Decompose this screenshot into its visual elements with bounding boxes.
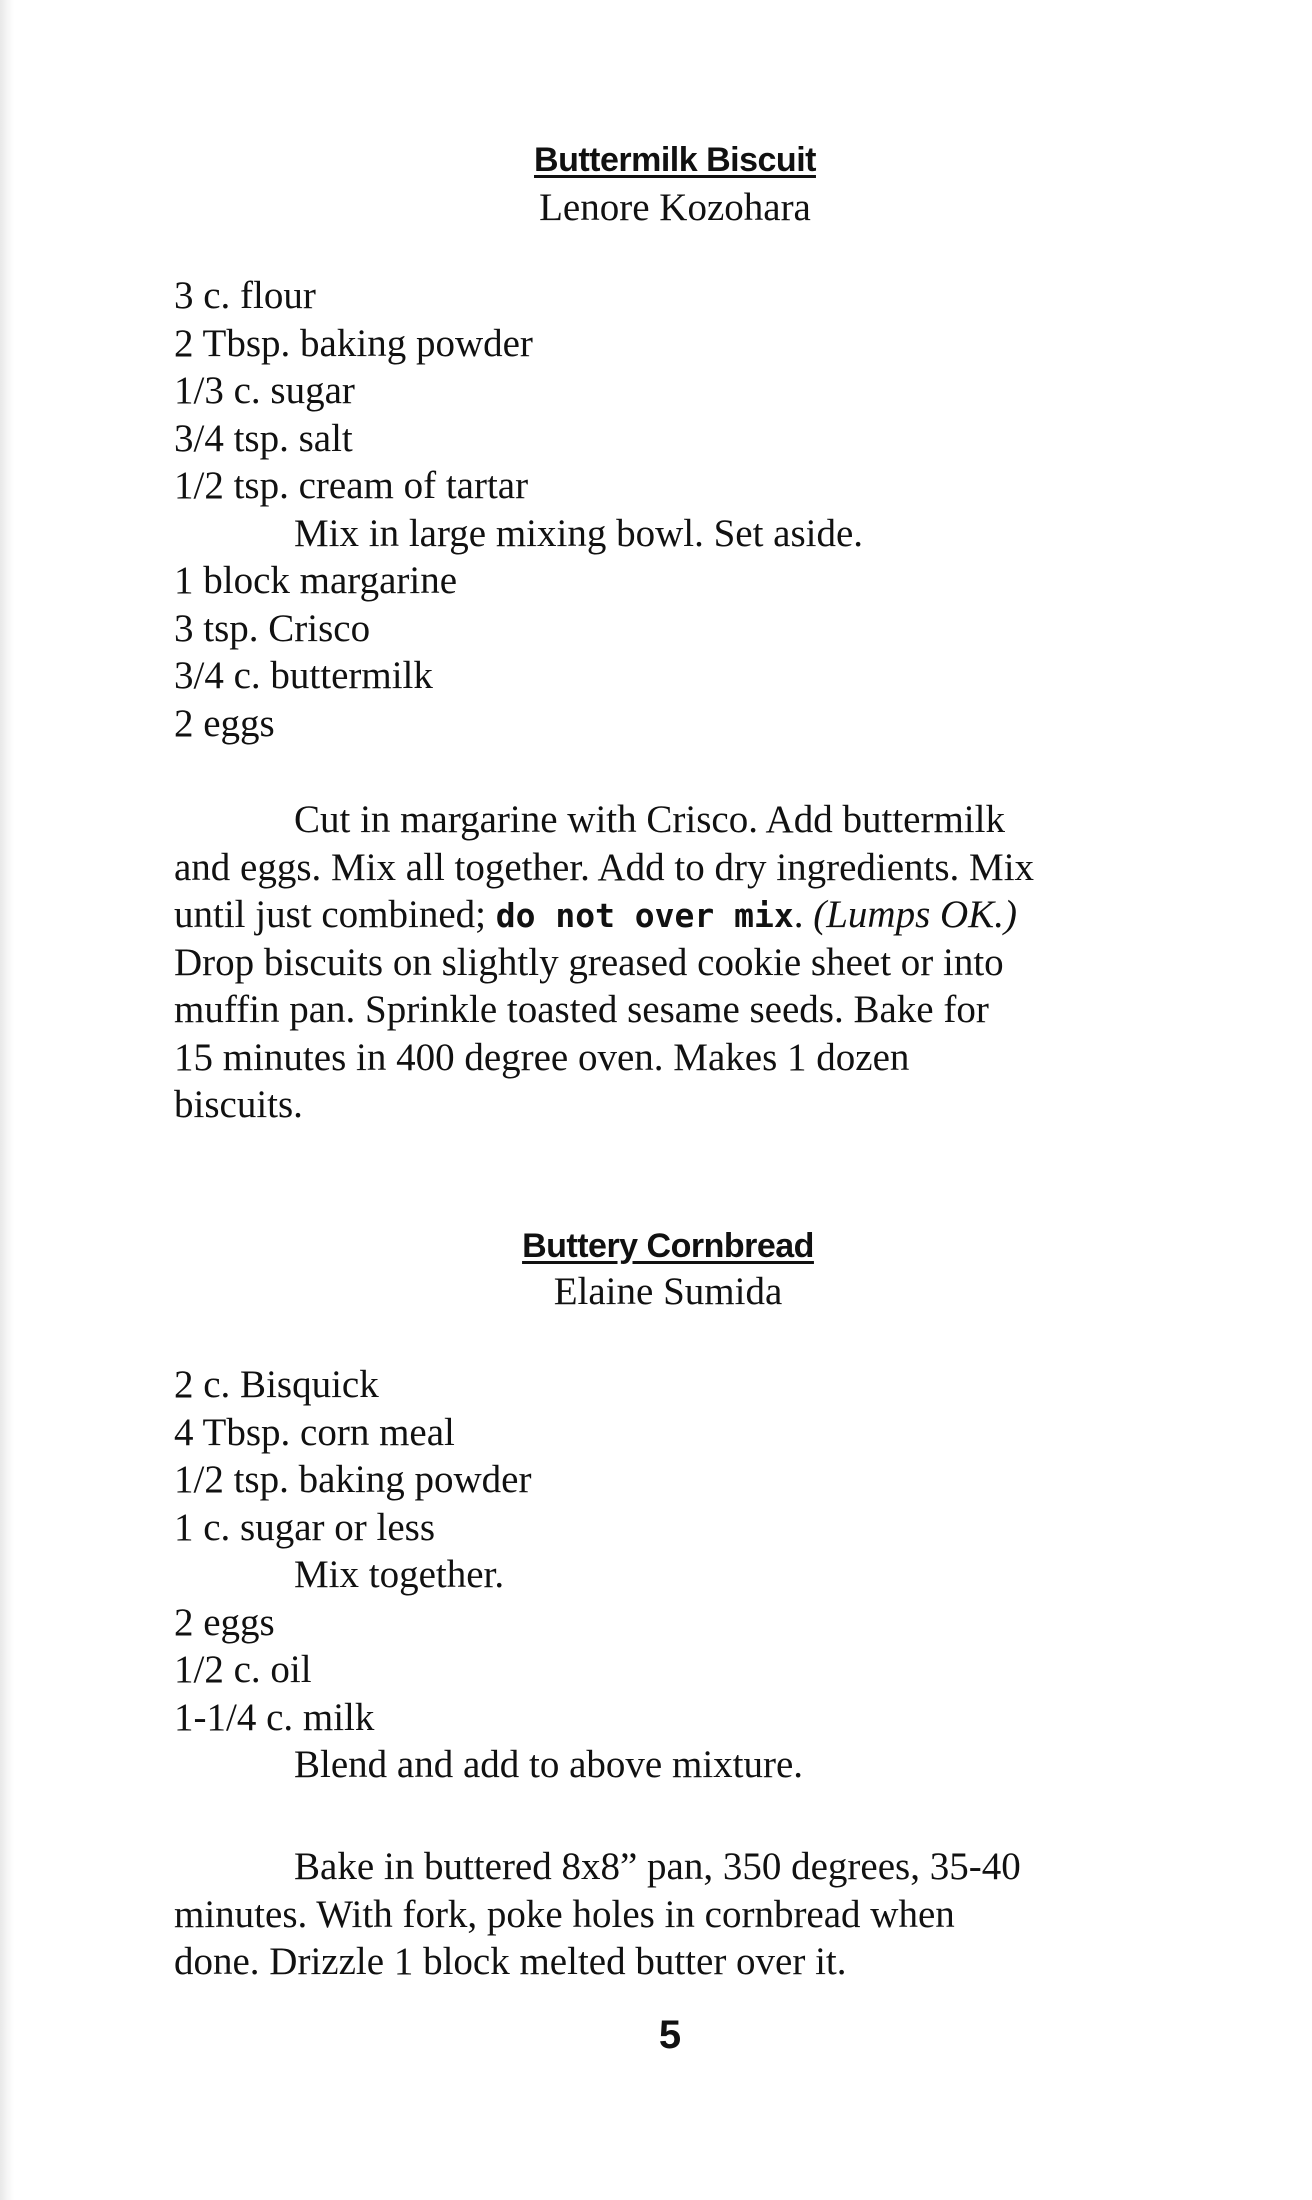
ingredient-line: 3/4 c. buttermilk <box>174 654 433 697</box>
ingredient-line: 3 tsp. Crisco <box>174 606 371 650</box>
ingredient-line: 1 c. sugar or less <box>174 1505 436 1549</box>
ingredient-line: 2 Tbsp. baking powder <box>174 321 533 365</box>
ingredient-line: 1/2 c. oil <box>174 1648 312 1691</box>
recipe2-ingredients <box>174 1361 1154 1789</box>
recipe-author-lenore-kozohara: Lenore Kozohara <box>539 186 811 229</box>
directions-line: done. Drizzle 1 block melted butter over it. <box>174 1940 847 1983</box>
ingredient-line: 3 c. flour <box>174 274 316 317</box>
directions-text: . <box>793 893 814 936</box>
recipe1-directions <box>174 796 1164 1129</box>
recipe-title-buttermilk-biscuit: Buttermilk Biscuit <box>534 141 816 179</box>
recipe2-directions <box>174 1843 1164 1986</box>
ingredient-line: 1-1/4 c. milk <box>174 1695 375 1739</box>
bold-warning: do not over mix <box>495 896 794 935</box>
italic-note: (Lumps OK.) <box>813 893 1017 936</box>
step-instruction: Blend and add to above mixture. <box>294 1743 804 1786</box>
ingredient-line: 1 block margarine <box>174 559 458 602</box>
step-instruction: Mix together. <box>294 1553 505 1596</box>
recipe-title-buttery-cornbread: Buttery Cornbread <box>522 1227 814 1265</box>
ingredient-line: 2 eggs <box>174 701 275 745</box>
page-number: 5 <box>658 2013 682 2057</box>
recipe-author-elaine-sumida: Elaine Sumida <box>553 1270 783 1313</box>
directions-text: until just combined; <box>174 893 496 936</box>
ingredient-line: 2 eggs <box>174 1600 275 1644</box>
ingredient-line: 1/2 tsp. cream of tartar <box>174 464 529 507</box>
recipe1-ingredients <box>174 272 1154 747</box>
directions-line: 15 minutes in 400 degree oven. Makes 1 dozen <box>174 1035 910 1079</box>
directions-line-emphasis <box>174 891 1164 939</box>
step-instruction: Mix in large mixing bowl. Set aside. <box>294 511 864 555</box>
ingredient-line: 1/2 tsp. baking powder <box>174 1458 532 1501</box>
directions-line: Cut in margarine with Crisco. Add buttermilk <box>294 798 1005 841</box>
directions-line: biscuits. <box>174 1083 303 1126</box>
ingredient-line: 4 Tbsp. corn meal <box>174 1410 455 1454</box>
directions-line: Drop biscuits on slightly greased cookie sheet or into <box>174 940 1004 984</box>
directions-line: minutes. With fork, poke holes in cornbread when <box>174 1892 955 1936</box>
ingredient-line: 3/4 tsp. salt <box>174 416 353 460</box>
ingredient-line: 1/3 c. sugar <box>174 369 355 412</box>
directions-line: muffin pan. Sprinkle toasted sesame seeds. Bake for <box>174 988 989 1031</box>
directions-line: Bake in buttered 8x8” pan, 350 degrees, 35-40 <box>294 1845 1021 1888</box>
directions-line: and eggs. Mix all together. Add to dry ingredients. Mix <box>174 845 1035 889</box>
ingredient-line: 2 c. Bisquick <box>174 1363 379 1406</box>
